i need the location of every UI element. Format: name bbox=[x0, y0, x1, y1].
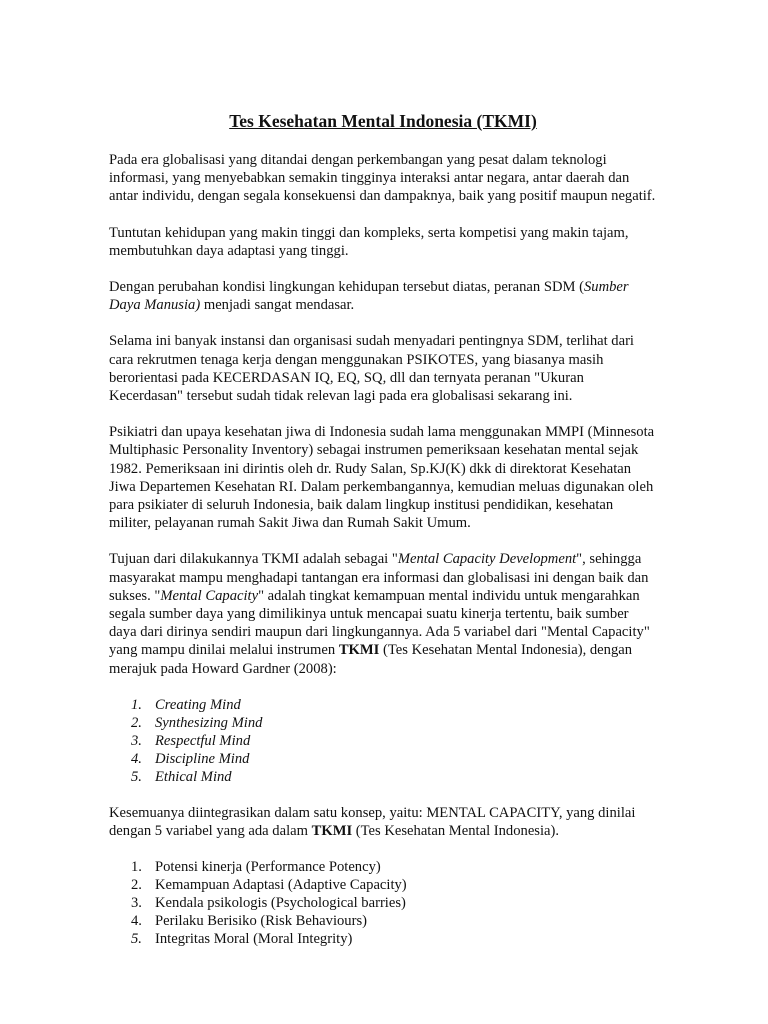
list-item bbox=[109, 876, 657, 894]
paragraph-sdm-text-end: menjadi sangat mendasar. bbox=[200, 297, 355, 314]
list-item-label: Perilaku Berisiko (Risk Behaviours) bbox=[155, 913, 367, 930]
tkmi-italic-2: Mental Capacity bbox=[160, 587, 259, 604]
list-number: 1. bbox=[131, 859, 142, 876]
list-item bbox=[109, 768, 657, 786]
list-item bbox=[109, 930, 657, 948]
list-number: 4. bbox=[131, 750, 142, 767]
list-item-label: Ethical Mind bbox=[155, 768, 232, 785]
list-item bbox=[109, 750, 657, 768]
list-item-label: Kemampuan Adaptasi (Adaptive Capacity) bbox=[155, 877, 407, 894]
list-item-label: Respectful Mind bbox=[155, 732, 251, 749]
integration-text-1: Kesemuanya diintegrasikan dalam satu konsep, yaitu: MENTAL CAPACITY, yang dinilai dengan 5 variabel yang ada dalam bbox=[109, 804, 636, 840]
paragraph-recruitment: Selama ini banyak instansi dan organisasi sudah menyadari pentingnya SDM, terlihat dari cara rekrutmen tenaga kerja dengan menggunakan PSIKOTES, yang biasanya masih berorientasi pada KECERDASAN IQ, EQ, SQ, dll dan ternyata peranan "Ukuran Kecerdasan" tersebut sudah tidak relevan lagi pada era globalisasi sekarang ini. bbox=[109, 333, 634, 405]
list-item bbox=[109, 696, 657, 714]
tkmi-text-1: Tujuan dari dilakukannya TKMI adalah sebagai " bbox=[109, 551, 398, 568]
list-item bbox=[109, 858, 657, 876]
paragraph-mmpi: Psikiatri dan upaya kesehatan jiwa di Indonesia sudah lama menggunakan MMPI (Minnesota Multiphasic Personality Inventory) sebagai instrumen pemeriksaan kesehatan mental sejak 1982. Pemeriksaan ini dirintis oleh dr. Rudy Salan, Sp.KJ(K) dkk di direktorat Kesehatan Jiwa Departemen Kesehatan RI. Dalam perkembangannya, kemudian meluas digunakan oleh para psikiater di seluruh Indonesia, baik dalam lingkup institusi pendidikan, kesehatan militer, pelayanan rumah Sakit Jiwa dan Rumah Sakit Umum. bbox=[109, 424, 655, 532]
list-item bbox=[109, 912, 657, 930]
list-item-label: Discipline Mind bbox=[155, 750, 250, 767]
variables-list bbox=[109, 858, 657, 948]
paragraph-sdm-italic: Sumber Daya Manusia) bbox=[109, 279, 629, 314]
list-number: 2. bbox=[131, 877, 142, 894]
integration-bold: TKMI bbox=[311, 823, 353, 840]
list-item bbox=[109, 894, 657, 912]
integration-text-2: (Tes Kesehatan Mental Indonesia). bbox=[352, 823, 560, 840]
minds-list bbox=[109, 696, 657, 786]
paragraph-integration bbox=[109, 804, 657, 840]
paragraph-globalization: Pada era globalisasi yang ditandai dengan perkembangan yang pesat dalam teknologi informasi, yang menyebabkan semakin tingginya interaksi antar negara, antar daerah dan antar individu, dengan segala konsekuensi dan dampaknya, baik yang positif maupun negatif. bbox=[109, 152, 656, 205]
list-item bbox=[109, 714, 657, 732]
document-title: Tes Kesehatan Mental Indonesia (TKMI) bbox=[229, 111, 537, 131]
list-number: 5. bbox=[131, 931, 142, 948]
tkmi-text-3: " adalah tingkat kemampuan mental individu untuk mengarahkan segala sumber daya yang dimilikinya untuk mencapai suatu kinerja tertentu, baik sumber daya dari dirinya sendiri maupun dari lingkungannya. Ada 5 variabel dari "Mental Capacity" yang mampu dinilai melalui instrumen bbox=[109, 587, 650, 659]
list-number: 3. bbox=[131, 732, 142, 749]
paragraph-tkmi-purpose bbox=[109, 550, 657, 677]
tkmi-bold: TKMI bbox=[338, 642, 380, 659]
list-number: 3. bbox=[131, 895, 142, 912]
list-number: 5. bbox=[131, 768, 142, 785]
list-number: 4. bbox=[131, 913, 142, 930]
paragraph-sdm-text: Dengan perubahan kondisi lingkungan kehidupan tersebut diatas, peranan SDM ( bbox=[109, 279, 584, 296]
paragraph-demands: Tuntutan kehidupan yang makin tinggi dan kompleks, serta kompetisi yang makin tajam, membutuhkan daya adaptasi yang tinggi. bbox=[109, 224, 629, 259]
list-number: 2. bbox=[131, 714, 142, 731]
list-item-label: Integritas Moral (Moral Integrity) bbox=[155, 931, 353, 948]
list-item-label: Potensi kinerja (Performance Potency) bbox=[155, 859, 381, 876]
list-item-label: Creating Mind bbox=[155, 696, 241, 713]
tkmi-text-4: (Tes Kesehatan Mental Indonesia), dengan merajuk pada Howard Gardner (2008): bbox=[109, 642, 633, 677]
tkmi-text-2: ", sehingga masyarakat mampu menghadapi tantangan era informasi dan globalisasi ini dengan baik dan sukses. " bbox=[109, 551, 649, 604]
paragraph-sdm bbox=[109, 278, 657, 314]
document-page bbox=[109, 110, 657, 948]
list-item bbox=[109, 732, 657, 750]
list-item-label: Synthesizing Mind bbox=[155, 714, 263, 731]
list-number: 1. bbox=[131, 696, 142, 713]
tkmi-italic-1: Mental Capacity Development bbox=[397, 551, 577, 568]
list-item-label: Kendala psikologis (Psychological barries) bbox=[155, 895, 406, 912]
